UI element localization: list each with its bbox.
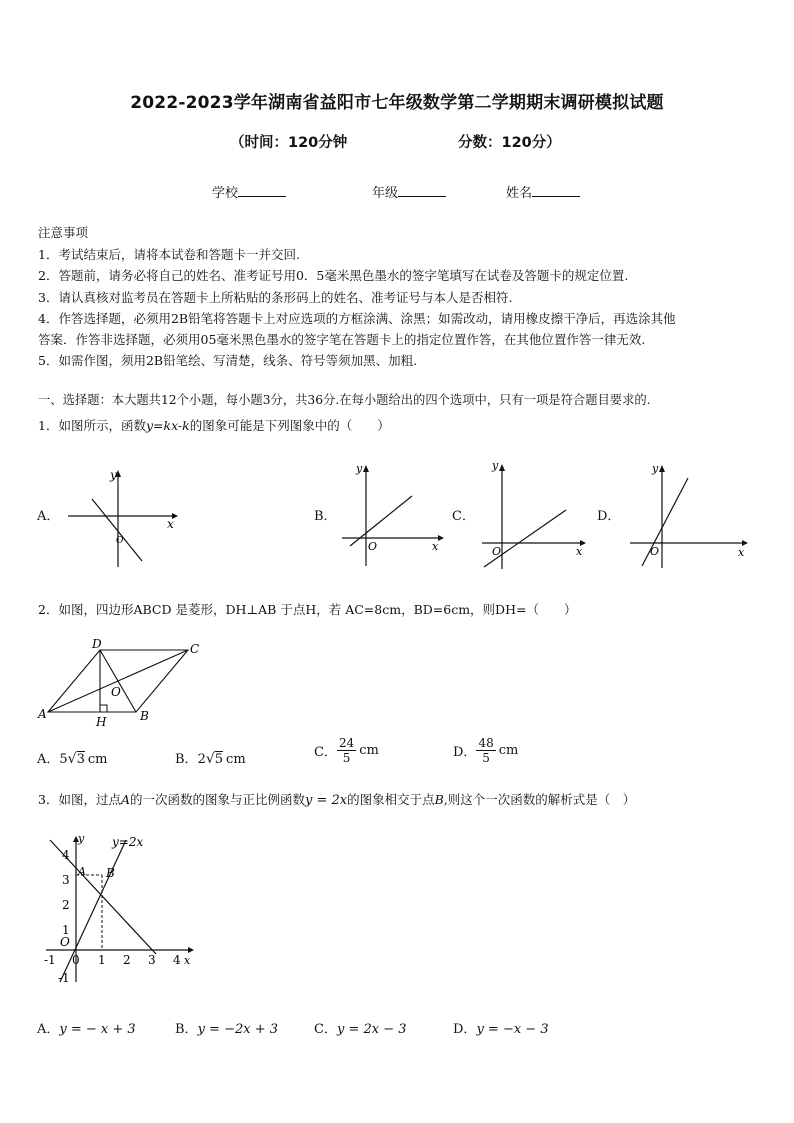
q1a-axis-y: y [110,468,117,482]
q3-x-tick: 1 [98,953,106,967]
q2-option-b-coef: 2 [197,752,206,767]
q3-x-tick: -1 [44,953,56,967]
q1d-axis-y: y [652,462,659,475]
notice-item: 3．请认真核对监考员在答题卡上所粘贴的条形码上的姓名、准考证号与本人是否相符. [38,290,513,305]
q3-function: y = 2x [305,793,348,808]
notice-item: 5．如需作图，须用2B铅笔绘、写清楚，线条、符号等须加黑、加粗. [38,353,418,368]
school-label: 学校 [212,186,239,201]
q2-option-c-numerator: 24 [338,736,355,750]
q2-point-d: D [92,637,102,651]
q2-option-b: B．2√5 cm [175,751,246,767]
q2-option-a: A．5√3 cm [37,751,108,767]
q3-option-a-expr: y = − x + 3 [59,1022,136,1037]
grade-blank [398,185,446,197]
q3-y-tick: -1 [58,971,70,985]
q3-option-c-expr: y = 2x − 3 [336,1022,407,1037]
q1b-axis-x: x [432,540,439,553]
notice-item: 4．作答选择题，必须用2B铅笔将答题卡上对应选项的方框涂满、涂黑；如需改动，请用橡皮擦干净后，再选涂其他 [38,311,676,326]
q3-x-tick: 4 [173,953,181,967]
school-blank [238,185,286,197]
q1a-origin: O [116,536,124,546]
q3-y-tick: 2 [62,898,70,912]
name-field [506,182,580,201]
q3-point-b: B [106,866,115,880]
q3-option-b-label: B． [175,1022,198,1037]
q2-option-c-label: C． [314,745,337,760]
q2-point-o: O [111,685,121,699]
q3-stem-mid2: 的图象相交于点 [347,792,435,807]
q3-option-a [37,1018,136,1037]
q3-x-tick: 2 [123,953,131,967]
question-2-stem: 2．如图，四边形ABCD 是菱形，DH⊥AB 于点H，若 AC=8cm，BD=6cm，则DH=（ ） [38,602,577,617]
name-blank [532,185,580,197]
section-heading: 一、选择题：本大题共12个小题，每小题3分，共36分.在每小题给出的四个选项中，只有一项是符合题目要求的. [38,393,651,407]
question-1-stem [38,416,390,434]
q3-option-b [175,1018,278,1037]
q1-option-d-label: D． [597,509,621,524]
q3-option-a-label: A． [37,1022,60,1037]
q2-option-d-numerator: 48 [478,736,494,750]
q2-option-a-coef: 5 [59,752,68,767]
q1-option-a-label: A． [37,509,60,524]
exam-time: （时间：120分钟 [230,135,348,151]
q2-point-b: B [140,709,149,723]
q1-graph-d [628,458,752,570]
q2-point-c: C [190,642,200,656]
question-3-stem [38,790,635,808]
q1-option-c-label: C． [452,509,475,524]
q2-rhombus-figure [36,636,206,728]
q2-option-a-unit: cm [87,752,108,767]
q3-option-d-label: D． [453,1022,477,1037]
q3-origin: O [60,935,70,949]
q1c-axis-x: x [576,545,583,558]
q3-option-c [314,1018,407,1037]
q1d-axis-x: x [738,546,745,559]
q1c-axis-y: y [492,459,499,472]
q3-graph [38,830,208,990]
q3-y-tick: 4 [62,848,70,862]
q3-x-tick: 0 [72,953,80,967]
grade-label: 年级 [372,186,399,201]
notice-heading: 注意事项 [38,225,89,240]
q2-point-h: H [96,715,107,728]
q3-x-tick: 3 [148,953,156,967]
q3-line-label: y=2x [112,835,144,849]
grade-field [372,182,446,201]
q3-stem-mid1: 的一次函数的图象与正比例函数 [130,792,306,807]
q2-option-b-radicand: 5 [214,752,224,767]
q2-option-a-radicand: 3 [76,752,85,767]
q3-point-b-ref: B [434,792,444,807]
q1-stem-pre: 1．如图所示，函数 [38,418,146,433]
q2-option-d [453,736,518,765]
q2-option-b-label: B． [175,752,198,767]
school-field [212,182,286,201]
q3-axis-x: x [184,954,191,967]
page-title: 2022-2023学年湖南省益阳市七年级数学第二学期期末调研模拟试题 [130,93,664,113]
q1d-origin: O [650,545,660,558]
q3-stem-pre: 3．如图，过点 [38,792,121,807]
q1-stem-post: 的图象可能是下列图象中的（ ） [189,418,390,433]
q1b-origin: O [368,540,378,553]
q2-option-c-denominator: 5 [342,751,351,765]
q1-graph-b [338,458,448,570]
q1c-origin: O [492,545,502,558]
q2-option-d-unit: cm [498,743,519,758]
q2-option-c [314,736,379,765]
q3-stem-post: ,则这个一次函数的解析式是（ ） [443,792,636,807]
q3-axis-y: y [78,832,85,845]
q3-y-tick: 3 [62,873,70,887]
q3-option-c-label: C． [314,1022,337,1037]
q1a-axis-x: x [167,517,174,531]
q2-option-d-label: D． [453,745,477,760]
q2-option-d-denominator: 5 [482,751,490,765]
q1-option-b-label: B． [314,509,337,524]
notice-item: 答案．作答非选择题，必须用05毫米黑色墨水的签字笔在答题卡上的指定位置作答，在其他位置作答一律无效. [38,332,646,347]
q1-graph-a [64,463,184,573]
exam-score: 分数：120分） [458,135,561,151]
q1-graph-c [480,455,592,571]
notice-item: 1．考试结束后，请将本试卷和答题卡一并交回. [38,247,300,262]
q3-option-d-expr: y = −x − 3 [476,1022,549,1037]
q3-point-a-ref: A [120,792,130,807]
q2-option-a-label: A． [37,752,60,767]
q1b-axis-y: y [356,462,363,475]
q3-option-b-expr: y = −2x + 3 [197,1022,278,1037]
q3-point-a: A [78,865,86,878]
q3-option-d [453,1018,549,1037]
notice-item: 2．答题前，请务必将自己的姓名、准考证号用0．5毫米黑色墨水的签字笔填写在试卷及答题卡的规定位置. [38,268,629,283]
q2-option-c-unit: cm [359,743,379,758]
q2-point-a: A [38,707,47,721]
q3-y-tick: 1 [62,923,70,937]
name-label: 姓名 [506,186,533,201]
q1-function: y=kx-k [145,418,190,433]
q2-option-b-unit: cm [226,752,246,767]
